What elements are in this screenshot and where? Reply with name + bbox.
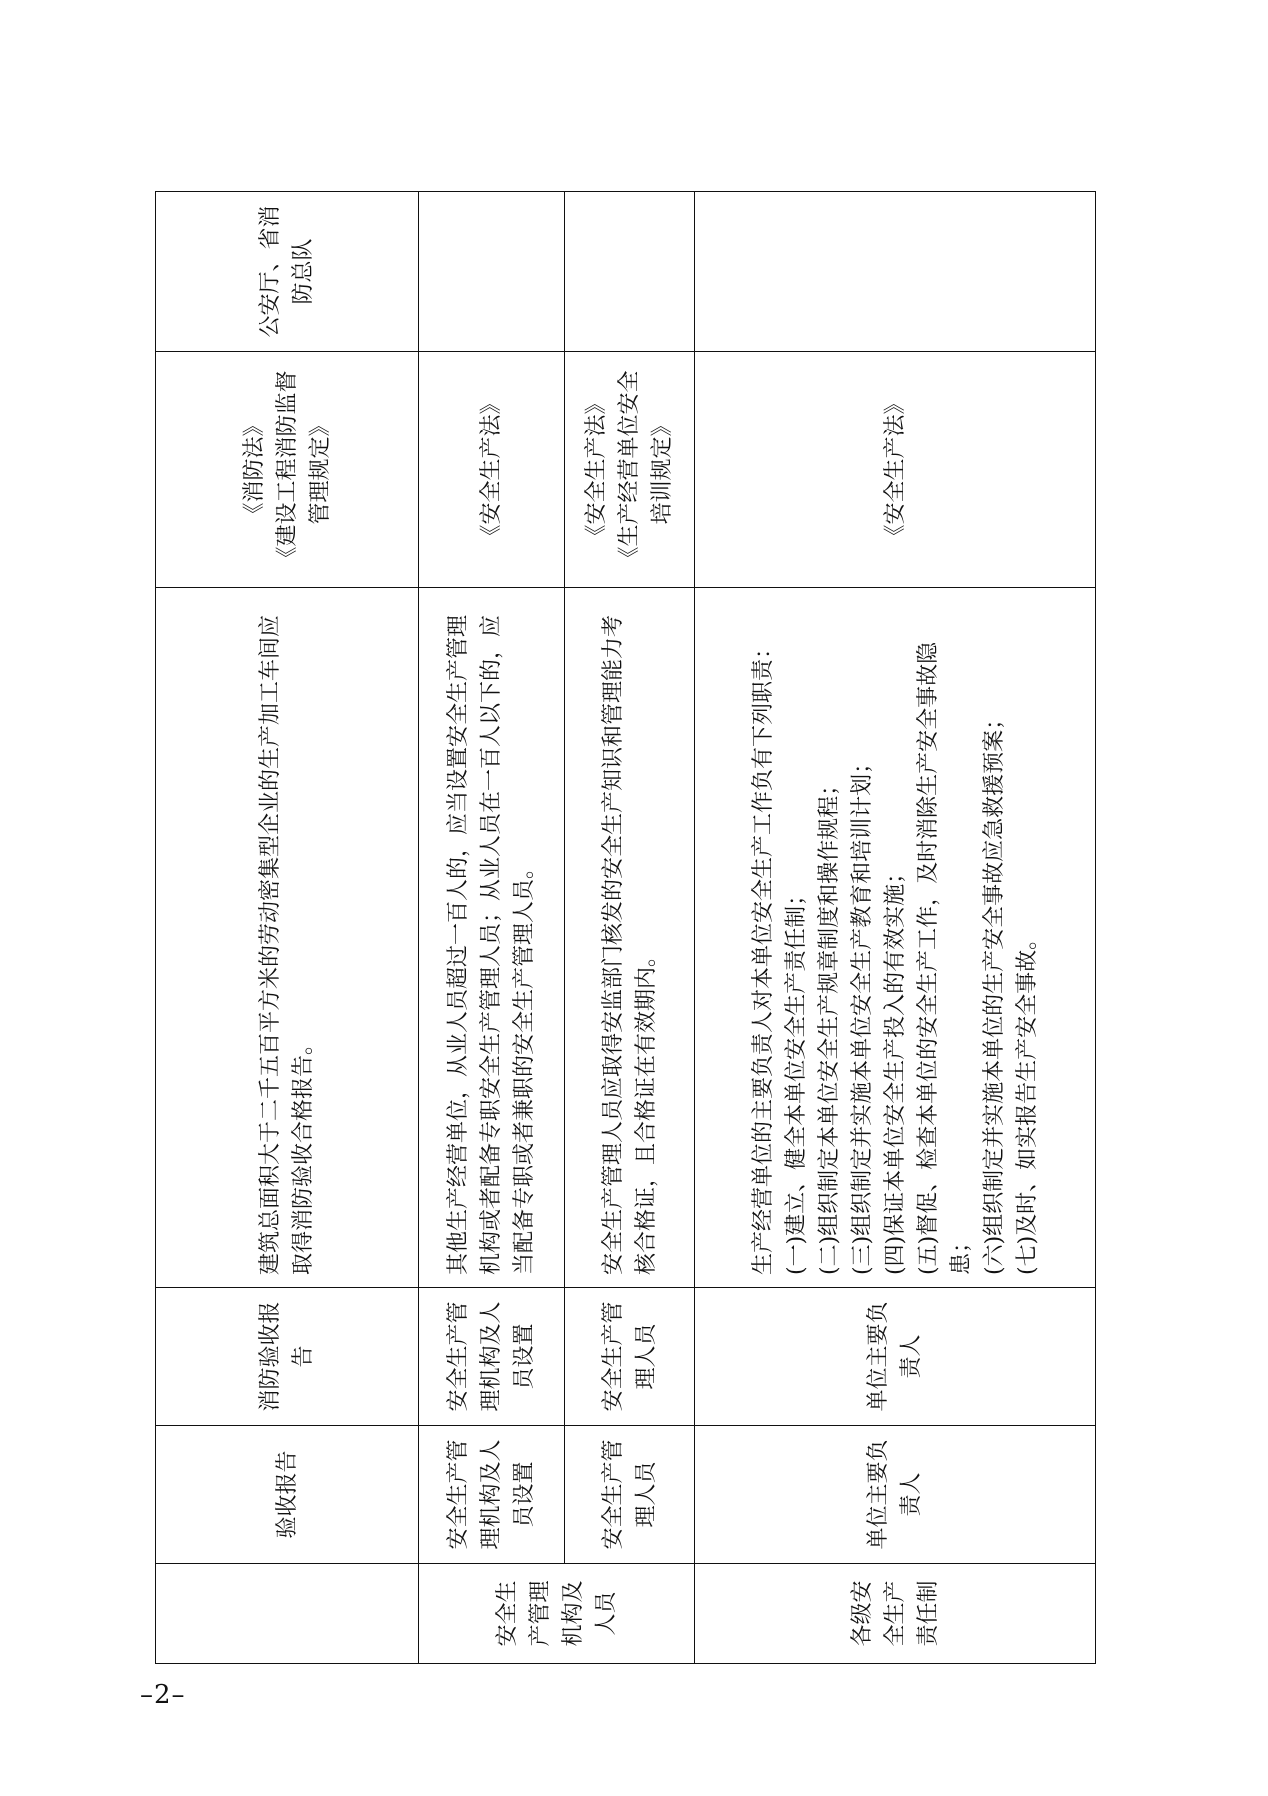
basis-cell xyxy=(695,352,1096,588)
requirement-item: (一)建立、健全本单位安全生产责任制； xyxy=(783,883,809,1275)
rotated-table-container xyxy=(155,192,1095,1664)
table-row xyxy=(156,192,419,1664)
basis-law: 《生产经营单位安全培训规定》 xyxy=(617,370,675,569)
requirement-cell: 建筑总面积大于二千五百平方米的劳动密集型企业的生产加工车间应取得消防验收合格报告。 xyxy=(156,588,419,1288)
item-b-cell: 安全生产管理机构及人员设置 xyxy=(419,1288,565,1426)
table-row xyxy=(419,192,565,1664)
table-row xyxy=(695,192,1096,1664)
requirement-cell: 其他生产经营单位，从业人员超过一百人的，应当设置安全生产管理机构或者配备专职安全生产管理人员；从业人员在一百人以下的，应当配备专职或者兼职的安全生产管理人员。 xyxy=(419,588,565,1288)
category-cell: 各级安全生产责任制 xyxy=(695,1564,1096,1664)
item-a-cell: 验收报告 xyxy=(156,1426,419,1564)
requirement-item: (二)组织制定本单位安全生产规章制度和操作规程； xyxy=(816,773,842,1275)
page-number: –2– xyxy=(140,1680,186,1710)
requirement-item: (四)保证本单位安全生产投入的有效实施； xyxy=(882,861,908,1275)
basis-cell xyxy=(156,352,419,588)
requirement-item: (六)组织制定并实施本单位的生产安全事故应急救援预案； xyxy=(981,707,1007,1275)
basis-law: 《安全生产法》 xyxy=(882,392,908,547)
requirement-item: (七)及时、如实报告生产安全事故。 xyxy=(1014,927,1040,1275)
category-cell: 安全生产管理机构及人员 xyxy=(419,1564,695,1664)
requirement-intro: 生产经营单位的主要负责人对本单位安全生产工作负有下列职责： xyxy=(750,636,776,1275)
item-b-cell: 安全生产管理人员 xyxy=(565,1288,695,1426)
basis-cell xyxy=(419,352,565,588)
requirement-cell xyxy=(695,588,1096,1288)
item-a-cell: 单位主要负责人 xyxy=(695,1426,1096,1564)
dept-cell xyxy=(419,192,565,352)
basis-law: 《安全生产法》 xyxy=(479,392,504,547)
item-a-cell: 安全生产管理机构及人员设置 xyxy=(419,1426,565,1564)
requirement-item: (五)督促、检查本单位的安全生产工作，及时消除生产安全事故隐患； xyxy=(915,641,974,1275)
dept-cell xyxy=(565,192,695,352)
dept-cell xyxy=(695,192,1096,352)
item-b-cell: 消防验收报告 xyxy=(156,1288,419,1426)
basis-law: 《消防法》 xyxy=(241,414,267,525)
table-row xyxy=(565,192,695,1664)
category-cell xyxy=(156,1564,419,1664)
requirement-item: (三)组织制定并实施本单位安全生产教育和培训计划； xyxy=(849,751,875,1275)
requirement-cell: 安全生产管理人员应取得安监部门核发的安全生产知识和管理能力考核合格证，且合格证在有效期内。 xyxy=(565,588,695,1288)
dept-cell: 公安厅、省消防总队 xyxy=(156,192,419,352)
basis-law: 《安全生产法》 xyxy=(584,392,609,547)
item-a-cell: 安全生产管理人员 xyxy=(565,1426,695,1564)
item-b-cell: 单位主要负责人 xyxy=(695,1288,1096,1426)
basis-law: 《建设工程消防监督管理规定》 xyxy=(274,370,333,569)
regulation-table xyxy=(155,191,1096,1664)
basis-cell xyxy=(565,352,695,588)
